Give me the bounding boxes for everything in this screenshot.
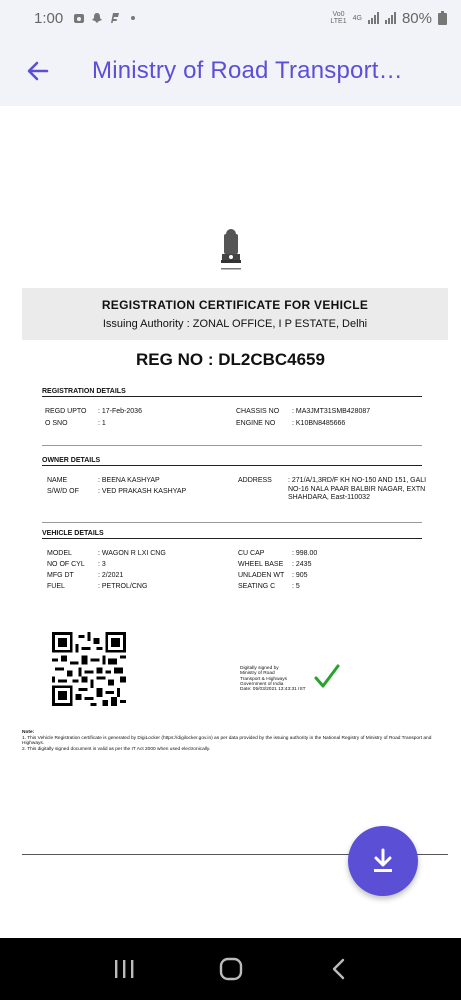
name-label: NAME — [47, 477, 68, 484]
back-button[interactable] — [8, 36, 68, 106]
network-lte: LTE1 — [330, 18, 347, 25]
snapchat-icon — [91, 12, 103, 24]
model-label: MODEL — [47, 550, 72, 557]
o-sno-label: O SNO — [45, 420, 68, 427]
note-2: 2. This digitally signed document is valid as per the IT Act 2000 when used electronically. — [22, 746, 211, 752]
seating-value: : 5 — [292, 583, 300, 590]
system-back-button[interactable] — [318, 949, 358, 989]
note-title: Note: — [22, 730, 35, 735]
cloud-icon — [73, 12, 85, 24]
battery-percent: 80% — [401, 9, 432, 27]
address-value: : 271/A/1,3RD/F KH NO-150 AND 151, GALI NO-16 NALA PAAR BALBIR NAGAR, EXTN SHAHDARA, East-110032 — [288, 477, 427, 501]
checkmark-icon — [314, 664, 340, 690]
divider — [42, 445, 422, 446]
notification-icons — [73, 12, 139, 24]
cc-value: : 998.00 — [292, 550, 318, 557]
fuel-label: FUEL — [47, 583, 65, 590]
recents-icon — [113, 960, 135, 978]
swd-value: : VED PRAKASH KASHYAP — [98, 488, 187, 495]
navigation-bar — [0, 938, 461, 1000]
wheelbase-label: WHEEL BASE — [238, 561, 284, 568]
signal-2-icon — [385, 12, 396, 24]
unladen-value: : 905 — [292, 572, 308, 579]
signature-text — [240, 666, 320, 692]
app-title: Ministry of Road Transport… — [92, 57, 403, 84]
certificate-banner — [22, 288, 448, 340]
qr-code-image — [52, 632, 126, 706]
mfg-value: : 2/2021 — [98, 572, 124, 579]
status-left — [34, 10, 139, 27]
o-sno-value: : 1 — [98, 420, 106, 427]
status-time: 1:00 — [34, 9, 64, 27]
name-value: : BEENA KASHYAP — [98, 477, 160, 484]
section-heading: OWNER DETAILS — [42, 457, 422, 466]
unladen-label: UNLADEN WT — [238, 572, 285, 579]
issuing-authority: Issuing Authority : ZONAL OFFICE, I P ESTATE, Delhi — [102, 318, 368, 330]
network-volte: Vo0 — [332, 11, 345, 18]
status-right — [330, 10, 447, 27]
app-bar — [0, 36, 461, 106]
download-icon — [371, 848, 395, 874]
cc-label: CU CAP — [238, 550, 265, 557]
engine-label: ENGINE NO — [236, 420, 276, 427]
status-bar — [0, 0, 461, 36]
regd-upto-value: : 17-Feb-2036 — [98, 408, 142, 415]
fuel-value: : PETROL/CNG — [98, 583, 148, 590]
cyl-label: NO OF CYL — [47, 561, 85, 568]
chassis-label: CHASSIS NO — [236, 408, 280, 415]
signature-line: Digitally signed by — [240, 666, 279, 671]
mfg-label: MFG DT — [47, 572, 74, 579]
model-value: : WAGON R LXI CNG — [98, 550, 166, 557]
signature-line: Date: 05/03/2021 13:43:31 IST — [240, 687, 306, 693]
registration-number: REG NO : DL2CBC4659 — [136, 350, 325, 369]
regd-upto-label: REGD UPTO — [45, 408, 87, 415]
network-gen: 4G — [352, 14, 362, 22]
engine-value: : K10BN8485666 — [292, 420, 346, 427]
home-icon — [219, 957, 243, 981]
dot-icon — [127, 12, 139, 24]
signature-line: Ministry of Road — [240, 671, 275, 677]
cyl-value: : 3 — [98, 561, 106, 568]
note-1: 1. This Vehicle Registration certificate is generated by DigiLocker (https://digilocker.gov.in) as per data provided by the issuing authority in the National Registry of Ministry of Road Transport and Highways. — [22, 735, 432, 747]
vehicle-details-section — [42, 530, 422, 600]
address-label: ADDRESS — [238, 477, 272, 484]
signature-line: Transport & Highways — [240, 676, 288, 682]
battery-icon — [438, 11, 447, 25]
nav-back-icon — [331, 958, 345, 980]
home-button[interactable] — [211, 949, 251, 989]
owner-details-section — [42, 457, 427, 527]
network-indicator — [330, 11, 346, 25]
wheelbase-value: : 2435 — [292, 561, 312, 568]
divider — [42, 522, 422, 523]
document-viewer[interactable] — [0, 106, 461, 938]
seating-label: SEATING C — [238, 583, 276, 590]
chassis-value: : MA3JMT31SMB428087 — [292, 408, 371, 415]
certificate-title: REGISTRATION CERTIFICATE FOR VEHICLE — [101, 298, 369, 312]
signal-icon — [368, 12, 379, 24]
notes — [22, 730, 448, 752]
swd-label: S/W/D OF — [47, 488, 79, 495]
download-button[interactable] — [348, 826, 418, 896]
recents-button[interactable] — [104, 949, 144, 989]
signature-line: Government of India — [240, 681, 284, 687]
section-heading: VEHICLE DETAILS — [42, 530, 422, 539]
section-heading: REGISTRATION DETAILS — [42, 388, 422, 397]
national-emblem-logo — [216, 228, 246, 278]
registration-details-section — [42, 388, 422, 448]
paytm-icon — [109, 12, 121, 24]
arrow-left-icon — [26, 59, 50, 83]
digital-signature — [240, 664, 350, 704]
